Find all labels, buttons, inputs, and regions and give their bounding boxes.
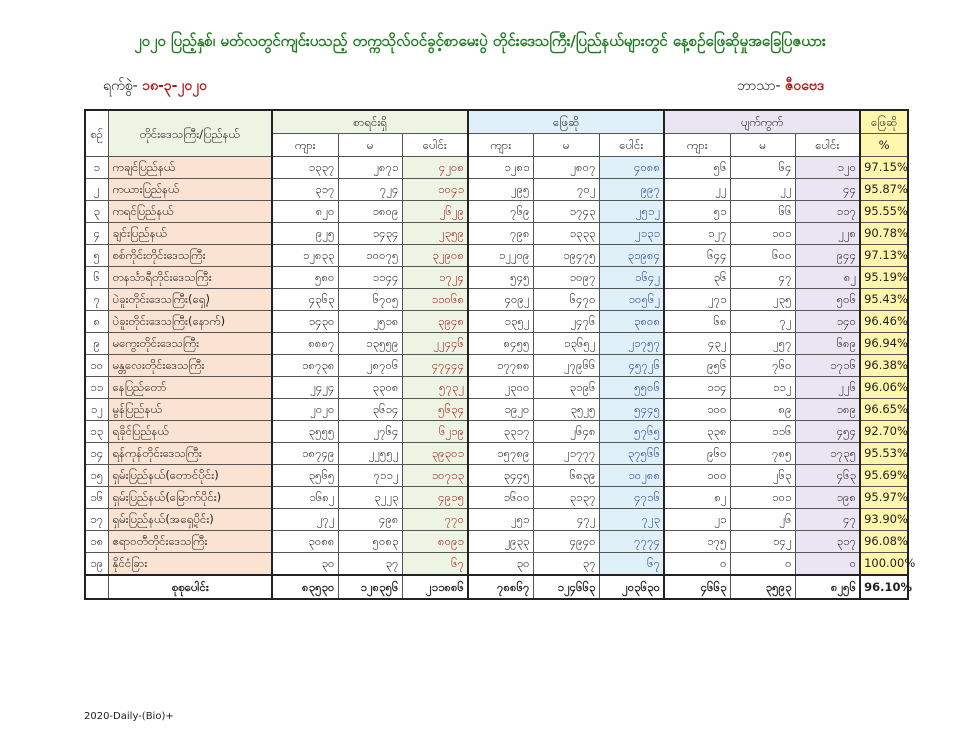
table-row xyxy=(85,399,908,421)
row-reg-male: ၁၆၈၂ xyxy=(272,487,338,509)
row-ans-total: ၄၀၈၈ xyxy=(599,157,664,179)
row-ans-male: ၃၃၁၇ xyxy=(468,421,533,443)
row-reg-female: ၃၂၂၃ xyxy=(338,487,402,509)
row-abs-total: ၄၇ xyxy=(795,509,860,531)
row-abs-total: ၄၅၄ xyxy=(795,421,860,443)
row-reg-male: ၄၃၆၃ xyxy=(272,289,338,311)
row-ans-female: ၁၃၆၅၂ xyxy=(533,333,599,355)
table-row xyxy=(85,443,908,465)
row-reg-male: ၁၈၇၃၈ xyxy=(272,355,338,377)
row-reg-male: ၁၃၃၇ xyxy=(272,157,338,179)
total-abs-male: ၄၆၆၃ xyxy=(664,575,730,599)
row-ans-male: ၂၉၅ xyxy=(468,179,533,201)
row-reg-female: ၂၇၆၄ xyxy=(338,421,402,443)
row-region: စစ်ကိုင်းတိုင်းဒေသကြီး xyxy=(108,245,272,267)
row-region: ပဲခူးတိုင်းဒေသကြီး(နောက်) xyxy=(108,311,272,333)
table-row xyxy=(85,201,908,223)
row-abs-male: ၁၂၇ xyxy=(664,223,730,245)
row-ans-male: ၁၆၀၀ xyxy=(468,487,533,509)
row-abs-female: ၆၆ xyxy=(730,201,795,223)
row-ans-male: ၅၄၅ xyxy=(468,267,533,289)
row-ans-male: ၇၉၈ xyxy=(468,223,533,245)
row-no: ၃ xyxy=(85,201,108,223)
reg-female-header: မ xyxy=(338,134,402,157)
col-registered-header: စာရင်းရှိ xyxy=(272,110,468,134)
row-ans-male: ၃၀ xyxy=(468,553,533,576)
row-ans-female: ၁၀၉၇ xyxy=(533,267,599,289)
row-region: ကယားပြည်နယ် xyxy=(108,179,272,201)
row-reg-female: ၄၉၈ xyxy=(338,509,402,531)
row-reg-total: ၅၆၃၄ xyxy=(402,399,468,421)
reg-total-header: ပေါင်း xyxy=(402,134,468,157)
row-abs-male: ၁၀၀ xyxy=(664,465,730,487)
table-row xyxy=(85,333,908,355)
row-ans-female: ၂၈၀၇ xyxy=(533,157,599,179)
row-ans-female: ၁၉၄၇၅ xyxy=(533,245,599,267)
ans-female-header: မ xyxy=(533,134,599,157)
row-pct: 95.19% xyxy=(860,267,908,289)
row-abs-total: ၁၄၀ xyxy=(795,311,860,333)
row-abs-total: ၃၁၇ xyxy=(795,531,860,553)
row-ans-female: ၄၉၄၀ xyxy=(533,531,599,553)
subject-label: ဘာသာ- xyxy=(737,78,781,94)
row-reg-female: ၃၇ xyxy=(338,553,402,576)
total-reg-male: ၈၃၅၃၀ xyxy=(272,575,338,599)
row-abs-female: ၁၁၆ xyxy=(730,421,795,443)
row-reg-male: ၁၈၇၄၉ xyxy=(272,443,338,465)
row-pct: 96.06% xyxy=(860,377,908,399)
row-reg-female: ၂၈၇၁ xyxy=(338,157,402,179)
row-reg-total: ၆၂၁၉ xyxy=(402,421,468,443)
row-reg-female: ၂၂၅၅၂ xyxy=(338,443,402,465)
row-abs-total: ၁၈၉ xyxy=(795,399,860,421)
row-ans-male: ၇၆၉ xyxy=(468,201,533,223)
table-row xyxy=(85,465,908,487)
row-abs-total: ၈၂ xyxy=(795,267,860,289)
row-reg-female: ၁၁၄၄ xyxy=(338,267,402,289)
total-abs-female: ၃၅၉၃ xyxy=(730,575,795,599)
row-abs-female: ၁၄၂ xyxy=(730,531,795,553)
row-no: ၆ xyxy=(85,267,108,289)
row-abs-total: ၁၉၈ xyxy=(795,487,860,509)
row-ans-total: ၂၁၇၅၇ xyxy=(599,333,664,355)
row-pct: 97.15% xyxy=(860,157,908,179)
row-region: တနင်္သာရီတိုင်းဒေသကြီး xyxy=(108,267,272,289)
row-pct: 96.65% xyxy=(860,399,908,421)
total-ans-total: ၂၀၃၆၃၀ xyxy=(599,575,664,599)
row-abs-total: ၅၀၆ xyxy=(795,289,860,311)
total-label: စုစုပေါင်း xyxy=(108,575,272,599)
row-abs-female: ၆၀၀ xyxy=(730,245,795,267)
row-abs-male: ၉၅၆ xyxy=(664,355,730,377)
row-ans-total: ၁၀၅၆၂ xyxy=(599,289,664,311)
row-abs-female: ၂၃၅ xyxy=(730,289,795,311)
row-abs-female: ၁၀၁ xyxy=(730,487,795,509)
total-abs-total: ၈၂၅၆ xyxy=(795,575,860,599)
row-ans-total: ၃၁၉၈၄ xyxy=(599,245,664,267)
total-row xyxy=(85,575,908,599)
row-region: မန္တလေးတိုင်းဒေသကြီး xyxy=(108,355,272,377)
row-region: ကရင်ပြည်နယ် xyxy=(108,201,272,223)
row-abs-total: ၉၄၄ xyxy=(795,245,860,267)
row-reg-female: ၃၃၀၈ xyxy=(338,377,402,399)
total-ans-female: ၁၂၄၆၆၃ xyxy=(533,575,599,599)
row-ans-female: ၃၁၃၇ xyxy=(533,487,599,509)
row-reg-female: ၅၀၈၃ xyxy=(338,531,402,553)
row-reg-male: ၃၅၆၅ xyxy=(272,465,338,487)
table-row xyxy=(85,179,908,201)
row-abs-male: ၅၆ xyxy=(664,157,730,179)
row-ans-female: ၃၅၂၅ xyxy=(533,399,599,421)
row-reg-total: ၁၀၄၁ xyxy=(402,179,468,201)
row-abs-female: ၂၅၇ xyxy=(730,333,795,355)
row-reg-male: ၈၂၀ xyxy=(272,201,338,223)
col-pct-header: ဖြေဆို xyxy=(860,110,908,134)
row-ans-total: ၇၇၇၄ xyxy=(599,531,664,553)
row-ans-female: ၆၈၃၉ xyxy=(533,465,599,487)
row-pct: 97.13% xyxy=(860,245,908,267)
row-abs-female: ၀ xyxy=(730,553,795,576)
row-ans-male: ၂၅၁ xyxy=(468,509,533,531)
row-abs-total: ၁၂၀ xyxy=(795,157,860,179)
row-ans-male: ၁၃၅၂ xyxy=(468,311,533,333)
row-ans-total: ၅၄၄၅ xyxy=(599,399,664,421)
row-reg-male: ၈၈၈၇ xyxy=(272,333,338,355)
row-no: ၁၅ xyxy=(85,465,108,487)
row-reg-total: ၁၁၀၆၈ xyxy=(402,289,468,311)
row-ans-female: ၆၄၇၀ xyxy=(533,289,599,311)
header-row-top xyxy=(85,110,908,134)
row-ans-total: ၂၅၁၂ xyxy=(599,201,664,223)
row-region: ချင်းပြည်နယ် xyxy=(108,223,272,245)
row-ans-male: ၁၅၇၈၉ xyxy=(468,443,533,465)
row-reg-female: ၂၈၇၀၆ xyxy=(338,355,402,377)
row-abs-female: ၁၁၂ xyxy=(730,377,795,399)
row-pct: 95.43% xyxy=(860,289,908,311)
row-abs-female: ၈၉ xyxy=(730,399,795,421)
row-ans-total: ၆၇ xyxy=(599,553,664,576)
table-row xyxy=(85,421,908,443)
row-region: ရန်ကုန်တိုင်းဒေသကြီး xyxy=(108,443,272,465)
date-line xyxy=(103,76,207,97)
col-no-header: စဉ် xyxy=(85,110,108,157)
row-abs-female: ၇၈၅ xyxy=(730,443,795,465)
row-pct: 95.87% xyxy=(860,179,908,201)
row-ans-total: ၄၇၁၆ xyxy=(599,487,664,509)
row-abs-male: ၈၂ xyxy=(664,487,730,509)
row-region: ရခိုင်ပြည်နယ် xyxy=(108,421,272,443)
row-ans-total: ၉၉၇ xyxy=(599,179,664,201)
row-abs-total: ၁၇၁၆ xyxy=(795,355,860,377)
table-row xyxy=(85,223,908,245)
row-pct: 95.55% xyxy=(860,201,908,223)
row-ans-total: ၃၈၀၈ xyxy=(599,311,664,333)
row-abs-male: ၁၁၄ xyxy=(664,377,730,399)
row-no: ၁၀ xyxy=(85,355,108,377)
table-row xyxy=(85,509,908,531)
row-ans-male: ၁၂၈၁ xyxy=(468,157,533,179)
row-abs-female: ၄၇ xyxy=(730,267,795,289)
row-no: ၁၁ xyxy=(85,377,108,399)
row-abs-female: ၂၂ xyxy=(730,179,795,201)
row-pct: 92.70% xyxy=(860,421,908,443)
row-abs-male: ၄၃၂ xyxy=(664,333,730,355)
row-pct: 90.78% xyxy=(860,223,908,245)
row-ans-female: ၂၁၇၇၇ xyxy=(533,443,599,465)
row-no: ၈ xyxy=(85,311,108,333)
table-row xyxy=(85,487,908,509)
row-ans-male: ၃၄၄၅ xyxy=(468,465,533,487)
footer-note: 2020-Daily-(Bio)+ xyxy=(84,711,174,722)
row-pct: 96.46% xyxy=(860,311,908,333)
row-reg-total: ၈၀၉၁ xyxy=(402,531,468,553)
row-reg-female: ၁၈၀၉ xyxy=(338,201,402,223)
row-no: ၅ xyxy=(85,245,108,267)
row-abs-male: ၁၀၀ xyxy=(664,399,730,421)
row-ans-female: ၃၁၉၆ xyxy=(533,377,599,399)
row-ans-female: ၇၀၂ xyxy=(533,179,599,201)
row-no: ၁၆ xyxy=(85,487,108,509)
date-label: ရက်စွဲ- xyxy=(103,78,138,94)
row-abs-total: ၁၇၃၅ xyxy=(795,443,860,465)
row-abs-male: ၆၄၄ xyxy=(664,245,730,267)
row-ans-total: ၃၇၅၆၆ xyxy=(599,443,664,465)
row-ans-total: ၂၁၃၁ xyxy=(599,223,664,245)
table-row xyxy=(85,157,908,179)
row-reg-female: ၇၁၁၂ xyxy=(338,465,402,487)
row-reg-total: ၃၂၉၀၈ xyxy=(402,245,468,267)
table-row xyxy=(85,311,908,333)
row-reg-male: ၂၀၂၀ xyxy=(272,399,338,421)
pct-unit-header: % xyxy=(860,134,908,157)
row-no: ၁၄ xyxy=(85,443,108,465)
row-reg-total: ၆၇ xyxy=(402,553,468,576)
row-abs-total: ၂၂၈ xyxy=(795,223,860,245)
row-abs-male: ၅၁ xyxy=(664,201,730,223)
abs-female-header: မ xyxy=(730,134,795,157)
row-reg-total: ၄၂၀၈ xyxy=(402,157,468,179)
row-reg-total: ၃၉၄၈ xyxy=(402,311,468,333)
row-abs-female: ၆၄ xyxy=(730,157,795,179)
row-abs-female: ၁၀၁ xyxy=(730,223,795,245)
table-row xyxy=(85,377,908,399)
table-row xyxy=(85,245,908,267)
row-reg-male: ၃၀၈၈ xyxy=(272,531,338,553)
row-reg-male: ၃၀ xyxy=(272,553,338,576)
row-abs-male: ၃၆ xyxy=(664,267,730,289)
ans-total-header: ပေါင်း xyxy=(599,134,664,157)
row-no: ၁၂ xyxy=(85,399,108,421)
row-abs-male: ၂၁ xyxy=(664,509,730,531)
row-reg-male: ၅၈၀ xyxy=(272,267,338,289)
row-abs-male: ၂၇၁ xyxy=(664,289,730,311)
row-ans-total: ၅၇၆၅ xyxy=(599,421,664,443)
row-pct: 96.38% xyxy=(860,355,908,377)
row-ans-male: ၁၉၂၀ xyxy=(468,399,533,421)
table-row xyxy=(85,355,908,377)
row-ans-male: ၄၀၉၂ xyxy=(468,289,533,311)
row-abs-male: ၆၈ xyxy=(664,311,730,333)
ans-male-header: ကျား xyxy=(468,134,533,157)
total-ans-male: ၇၈၈၆၇ xyxy=(468,575,533,599)
row-abs-total: ၆၈၉ xyxy=(795,333,860,355)
row-ans-male: ၈၄၅၅ xyxy=(468,333,533,355)
row-no: ၁၇ xyxy=(85,509,108,531)
row-ans-female: ၁၇၄၃ xyxy=(533,201,599,223)
row-ans-total: ၇၂၃ xyxy=(599,509,664,531)
row-reg-female: ၂၅၁၈ xyxy=(338,311,402,333)
row-reg-total: ၁၀၇၁၃ xyxy=(402,465,468,487)
row-abs-male: ၃၃၈ xyxy=(664,421,730,443)
row-no: ၁၉ xyxy=(85,553,108,576)
total-no-cell xyxy=(85,575,108,599)
row-no: ၂ xyxy=(85,179,108,201)
row-abs-male: ၁၇၅ xyxy=(664,531,730,553)
row-abs-total: ၄၆၃ xyxy=(795,465,860,487)
date-value: ၁၈-၃-၂၀၂၀ xyxy=(142,78,207,94)
row-region: ရှမ်းပြည်နယ်(မြောက်ပိုင်း) xyxy=(108,487,272,509)
row-ans-male: ၁၇၇၈၈ xyxy=(468,355,533,377)
table-row xyxy=(85,553,908,576)
row-region: နိုင်ငံခြား xyxy=(108,553,272,576)
row-reg-male: ၉၂၅ xyxy=(272,223,338,245)
row-ans-female: ၂၄၇၆ xyxy=(533,311,599,333)
row-abs-total: ၁၁၇ xyxy=(795,201,860,223)
row-abs-female: ၂၆၃ xyxy=(730,465,795,487)
row-reg-female: ၁၀၀၇၅ xyxy=(338,245,402,267)
col-answered-header: ဖြေဆို xyxy=(468,110,664,134)
row-ans-total: ၁၀၂၈၈ xyxy=(599,465,664,487)
row-reg-male: ၁၂၈၃၃ xyxy=(272,245,338,267)
row-reg-female: ၆၇၀၅ xyxy=(338,289,402,311)
row-region: ကချင်ပြည်နယ် xyxy=(108,157,272,179)
total-pct: 96.10% xyxy=(860,575,908,599)
row-ans-female: ၃၇ xyxy=(533,553,599,576)
row-no: ၁ xyxy=(85,157,108,179)
table-row xyxy=(85,531,908,553)
row-abs-female: ၇၂ xyxy=(730,311,795,333)
row-no: ၁၈ xyxy=(85,531,108,553)
row-abs-total: ၀ xyxy=(795,553,860,576)
results-table xyxy=(84,109,916,600)
row-region: မွန်ပြည်နယ် xyxy=(108,399,272,421)
row-pct: 95.97% xyxy=(860,487,908,509)
row-region: ရှမ်းပြည်နယ်(အရှေ့ပိုင်း) xyxy=(108,509,272,531)
row-region: ရှမ်းပြည်နယ်(တောင်ပိုင်း) xyxy=(108,465,272,487)
table-row xyxy=(85,267,908,289)
row-reg-male: ၂၇၂ xyxy=(272,509,338,531)
row-reg-female: ၁၃၅၅၉ xyxy=(338,333,402,355)
row-reg-female: ၃၆၁၄ xyxy=(338,399,402,421)
row-ans-male: ၂၃၀၀ xyxy=(468,377,533,399)
row-reg-total: ၇၇၀ xyxy=(402,509,468,531)
row-abs-female: ၂၆ xyxy=(730,509,795,531)
total-reg-total: ၂၁၁၈၈၆ xyxy=(402,575,468,599)
row-pct: 95.53% xyxy=(860,443,908,465)
row-ans-female: ၂၇၉၆၆ xyxy=(533,355,599,377)
row-reg-female: ၇၂၄ xyxy=(338,179,402,201)
subject-value: ဇီဝဗေဒ xyxy=(785,78,825,94)
row-abs-total: ၄၄ xyxy=(795,179,860,201)
row-abs-male: ၀ xyxy=(664,553,730,576)
row-reg-male: ၃၅၅၅ xyxy=(272,421,338,443)
reg-male-header: ကျား xyxy=(272,134,338,157)
col-absent-header: ပျက်ကွက် xyxy=(664,110,860,134)
row-abs-male: ၉၆၀ xyxy=(664,443,730,465)
row-pct: 96.94% xyxy=(860,333,908,355)
row-abs-total: ၂၂၆ xyxy=(795,377,860,399)
col-region-header: တိုင်းဒေသကြီး/ပြည်နယ် xyxy=(108,110,272,157)
row-reg-female: ၁၄၃၄ xyxy=(338,223,402,245)
row-no: ၁၃ xyxy=(85,421,108,443)
results-body xyxy=(85,157,916,576)
row-reg-male: ၂၄၂၄ xyxy=(272,377,338,399)
row-no: ၄ xyxy=(85,223,108,245)
row-region: နေပြည်တော် xyxy=(108,377,272,399)
row-reg-male: ၃၁၇ xyxy=(272,179,338,201)
row-ans-female: ၂၆၄၈ xyxy=(533,421,599,443)
row-reg-total: ၁၇၂၄ xyxy=(402,267,468,289)
abs-male-header: ကျား xyxy=(664,134,730,157)
row-pct: 100.00% xyxy=(860,553,908,576)
row-reg-total: ၃၉၃၀၁ xyxy=(402,443,468,465)
row-ans-male: ၁၂၂၀၉ xyxy=(468,245,533,267)
row-reg-total: ၂၃၅၉ xyxy=(402,223,468,245)
row-reg-total: ၄၉၁၅ xyxy=(402,487,468,509)
row-reg-male: ၁၄၃၀ xyxy=(272,311,338,333)
row-reg-total: ၅၇၃၂ xyxy=(402,377,468,399)
row-pct: 93.90% xyxy=(860,509,908,531)
row-region: ပဲခူးတိုင်းဒေသကြီး(ရှေ့) xyxy=(108,289,272,311)
row-region: မကွေးတိုင်းဒေသကြီး xyxy=(108,333,272,355)
row-no: ၉ xyxy=(85,333,108,355)
subject-line xyxy=(737,76,824,97)
row-abs-female: ၇၆၀ xyxy=(730,355,795,377)
row-ans-male: ၂၉၃၃ xyxy=(468,531,533,553)
row-ans-total: ၄၅၇၂၆ xyxy=(599,355,664,377)
row-ans-female: ၁၃၃၃ xyxy=(533,223,599,245)
row-ans-total: ၁၆၄၂ xyxy=(599,267,664,289)
row-reg-total: ၄၇၄၄၄ xyxy=(402,355,468,377)
row-no: ၇ xyxy=(85,289,108,311)
row-ans-female: ၄၇၂ xyxy=(533,509,599,531)
row-ans-total: ၅၅၀၆ xyxy=(599,377,664,399)
total-reg-female: ၁၂၈၃၅၆ xyxy=(338,575,402,599)
row-reg-total: ၂၆၂၉ xyxy=(402,201,468,223)
page-title: ၂၀၂၀ ပြည့်နှစ်၊ မတ်လတွင်ကျင်းပသည့် တက္ကသိုလ်ဝင်ခွင့်စာမေးပွဲ တိုင်းဒေသကြီး/ပြည်နယ်များတွင် နေ့စဉ်ဖြေဆိုမှုအခြေပြဇယား xyxy=(134,32,826,50)
row-region: ဧရာဝတီတိုင်းဒေသကြီး xyxy=(108,531,272,553)
abs-total-header: ပေါင်း xyxy=(795,134,860,157)
row-reg-total: ၂၂၄၄၆ xyxy=(402,333,468,355)
row-pct: 96.08% xyxy=(860,531,908,553)
row-abs-male: ၂၂ xyxy=(664,179,730,201)
row-pct: 95.69% xyxy=(860,465,908,487)
table-row xyxy=(85,289,908,311)
